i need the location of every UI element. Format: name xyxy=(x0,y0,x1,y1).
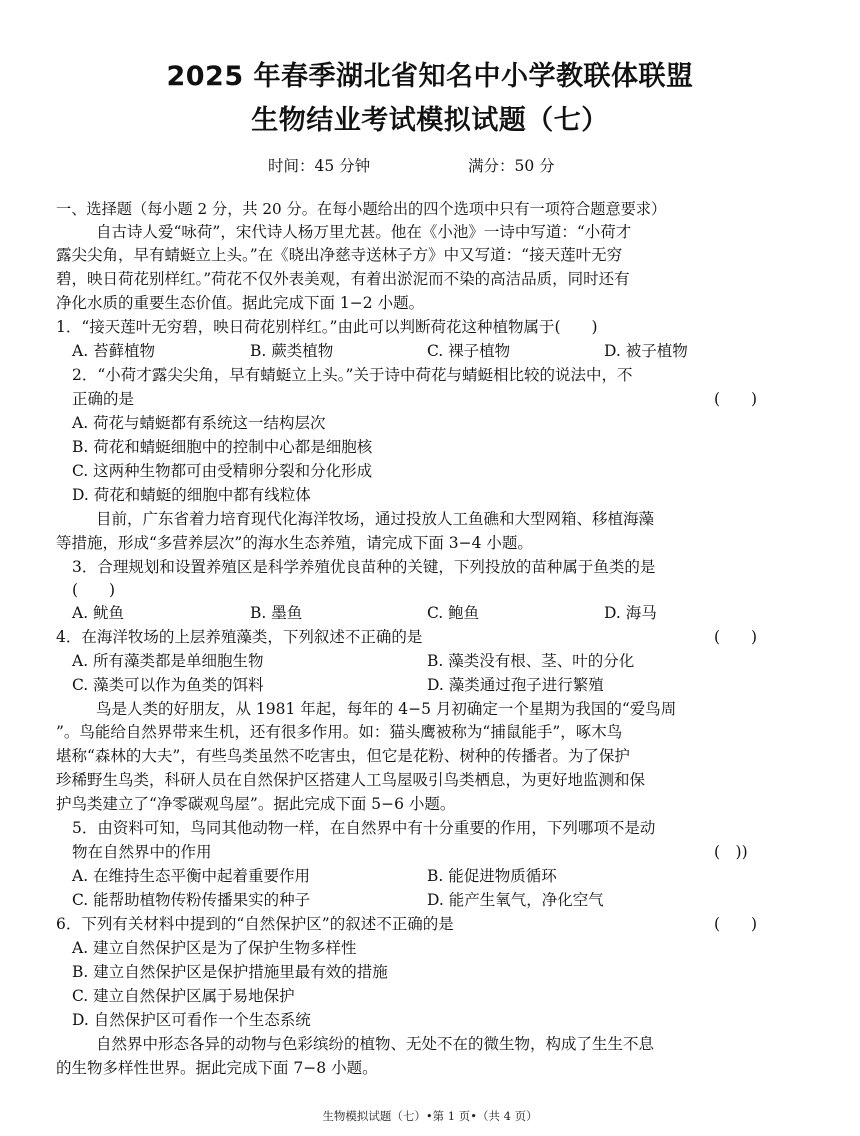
q2-option-a: A. 荷花与蜻蜓都有系统这一结构层次 xyxy=(72,414,326,432)
passage-3-line: 鸟是人类的好朋友，从 1981 年起，每年的 4−5 月初确定一个星期为我国的“爱鸟周 xyxy=(96,700,677,718)
q2-option-c: C. 这两种生物都可由受精卵分裂和分化形成 xyxy=(72,462,373,480)
question-6-stem: 6．下列有关材料中提到的“自然保护区”的叙述不正确的是 xyxy=(56,915,454,933)
answer-bracket: ( ) xyxy=(72,581,116,599)
question-4-stem: 4．在海洋牧场的上层养殖藻类，下列叙述不正确的是 xyxy=(56,628,423,646)
passage-1-line: 碧，映日荷花别样红。”荷花不仅外表美观，有着出淤泥而不染的高洁品质，同时还有 xyxy=(56,270,630,288)
q6-option-b: B. 建立自然保护区是保护措施里最有效的措施 xyxy=(72,963,388,981)
q2-option-d: D. 荷花和蜻蜓的细胞中都有线粒体 xyxy=(72,486,311,504)
passage-4-line: 自然界中形态各异的动物与色彩缤纷的植物、无处不在的微生物，构成了生生不息 xyxy=(96,1035,655,1053)
passage-1-line: 露尖尖角，早有蜻蜓立上头。”在《晓出净慈寺送林子方》中又写道：“接天莲叶无穷 xyxy=(56,246,623,264)
exam-title-line1: 2025 年春季湖北省知名中小学教联体联盟 xyxy=(166,61,694,92)
question-2-stem: 2．“小荷才露尖尖角，早有蜻蜓立上头。”关于诗中荷花与蜻蜓相比较的说法中，不 xyxy=(72,366,633,384)
answer-bracket: ( ) xyxy=(714,915,758,933)
section-heading: 一、选择题（每小题 2 分，共 20 分。在每小题给出的四个选项中只有一项符合题意要求） xyxy=(56,200,667,218)
q3-option-c: C. 鲍鱼 xyxy=(427,604,480,622)
passage-3-line: 护鸟类建立了“净零碳观鸟屋”。据此完成下面 5−6 小题。 xyxy=(56,795,456,813)
exam-score: 满分：50 分 xyxy=(468,157,555,175)
q1-option-a: A. 苔藓植物 xyxy=(72,342,156,360)
passage-2-line: 目前，广东省着力培育现代化海洋牧场，通过投放人工鱼礁和大型网箱、移植海藻 xyxy=(96,510,655,528)
exam-time: 时间：45 分钟 xyxy=(268,157,371,175)
page-footer: 生物模拟试题（七）•第 1 页•（共 4 页） xyxy=(322,1109,538,1123)
q4-option-b: B. 藻类没有根、茎、叶的分化 xyxy=(427,652,635,670)
q5-option-d: D. 能产生氧气，净化空气 xyxy=(427,891,604,909)
q4-option-d: D. 藻类通过孢子进行繁殖 xyxy=(427,676,604,694)
answer-bracket: ( ) xyxy=(714,628,758,646)
question-2-stem: 正确的是 xyxy=(72,390,135,408)
q5-option-c: C. 能帮助植物传粉传播果实的种子 xyxy=(72,891,311,909)
q1-option-d: D. 被子植物 xyxy=(604,342,688,360)
q6-option-c: C. 建立自然保护区属于易地保护 xyxy=(72,987,295,1005)
answer-bracket: ( ) xyxy=(714,390,758,408)
passage-3-line: ”。鸟能给自然界带来生机，还有很多作用。如：猫头鹰被称为“捕鼠能手”，啄木鸟 xyxy=(56,723,623,741)
q1-option-b: B. 蕨类植物 xyxy=(250,342,334,360)
q4-option-a: A. 所有藻类都是单细胞生物 xyxy=(72,652,264,670)
question-5-stem: 物在自然界中的作用 xyxy=(72,843,212,861)
q1-option-c: C. 裸子植物 xyxy=(427,342,511,360)
answer-bracket: ( )) xyxy=(714,843,748,861)
q6-option-d: D. 自然保护区可看作一个生态系统 xyxy=(72,1011,311,1029)
question-3-stem: 3．合理规划和设置养殖区是科学养殖优良苗种的关键，下列投放的苗种属于鱼类的是 xyxy=(72,558,656,576)
passage-1-line: 自古诗人爱“咏荷”，宋代诗人杨万里尤甚。他在《小池》一诗中写道：“小荷才 xyxy=(96,223,632,241)
passage-4-line: 的生物多样性世界。据此完成下面 7−8 小题。 xyxy=(56,1059,378,1077)
q5-option-b: B. 能促进物质循环 xyxy=(427,867,557,885)
passage-2-line: 等措施，形成“多营养层次”的海水生态养殖，请完成下面 3−4 小题。 xyxy=(56,534,533,552)
exam-title-line2: 生物结业考试模拟试题（七） xyxy=(251,105,609,136)
q3-option-d: D. 海马 xyxy=(604,604,657,622)
q5-option-a: A. 在维持生态平衡中起着重要作用 xyxy=(72,867,311,885)
passage-1-line: 净化水质的重要生态价值。据此完成下面 1−2 小题。 xyxy=(56,294,425,312)
q2-option-b: B. 荷花和蜻蜓细胞中的控制中心都是细胞核 xyxy=(72,438,373,456)
question-1-stem: 1．“接天莲叶无穷碧，映日荷花别样红。”由此可以判断荷花这种植物属于( ) xyxy=(56,318,598,336)
question-5-stem: 5．由资料可知，鸟同其他动物一样，在自然界中有十分重要的作用，下列哪项不是动 xyxy=(72,819,656,837)
q3-option-a: A. 鱿鱼 xyxy=(72,604,125,622)
q6-option-a: A. 建立自然保护区是为了保护生物多样性 xyxy=(72,939,357,957)
passage-3-line: 珍稀野生鸟类，科研人员在自然保护区搭建人工鸟屋吸引鸟类栖息，为更好地监测和保 xyxy=(56,771,646,789)
q3-option-b: B. 墨鱼 xyxy=(250,604,303,622)
q4-option-c: C. 藻类可以作为鱼类的饵料 xyxy=(72,676,264,694)
passage-3-line: 堪称“森林的大夫”，有些鸟类虽然不吃害虫，但它是花粉、树种的传播者。为了保护 xyxy=(56,747,630,765)
